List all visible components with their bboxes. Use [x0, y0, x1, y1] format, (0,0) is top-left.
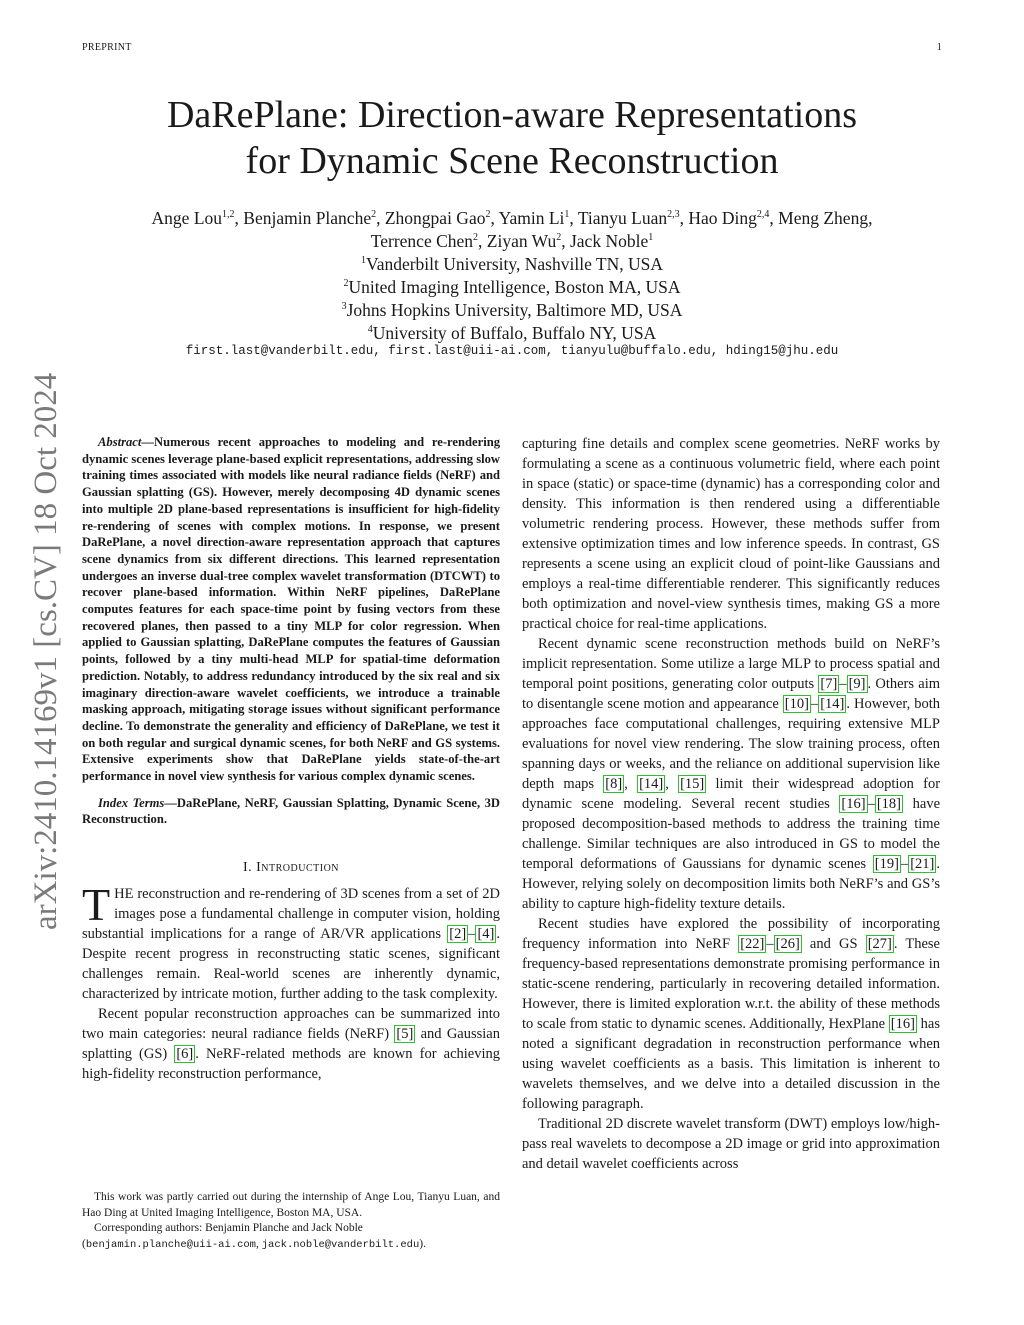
affiliation	[80, 253, 944, 276]
citation-link[interactable]: [16]	[841, 796, 866, 812]
abstract-label: Abstract	[98, 435, 142, 449]
drop-cap: T	[82, 879, 111, 931]
paragraph-text: reconstruction and re-rendering of 3D scenes from a set of 2D images pose a fundamental challenge in computer vision, holding substantial implications for a range of AR/VR applications	[82, 886, 500, 943]
footnote-emails	[82, 1237, 500, 1254]
citation-dash: –	[468, 926, 476, 943]
right-paragraph-2	[522, 634, 940, 914]
author-name: Jack Noble	[569, 231, 649, 251]
paragraph-text: and Gaussian splatting (GS)	[82, 1026, 500, 1063]
email-link[interactable]: benjamin.planche@uii-ai.com	[85, 1238, 256, 1251]
index-terms-text: —DaRePlane, NeRF, Gaussian Splatting, Dynamic Scene, 3D Reconstruction.	[82, 795, 500, 827]
citation-link[interactable]: [7]	[820, 676, 838, 692]
author-name: Meng Zheng,	[778, 208, 873, 228]
index-terms	[82, 795, 500, 828]
paragraph-text: has noted a significant degradation in reconstruction performance when using wavelet coefficients as a basis. This limitation is inherent to wavelets themselves, and we delve into a detailed discussion in the following paragraph.	[522, 1016, 940, 1112]
citation-link[interactable]: [16]	[890, 1016, 915, 1032]
citation-link[interactable]: [2]	[449, 926, 467, 943]
affiliation-text: University of Buffalo, Buffalo NY, USA	[372, 323, 657, 343]
title-line-1: DaRePlane: Direction-aware Representations	[166, 94, 858, 136]
author-sup: 2	[556, 232, 562, 244]
paren-close: ).	[419, 1237, 426, 1250]
paragraph-text: . Despite recent progress in reconstructing static scenes, significant challenges remain. Real-world scenes are inherently dynamic, characterized by intricate motion, further adding to the task complexity.	[82, 926, 500, 1003]
author-sup: 1	[648, 232, 654, 244]
paragraph-text: . However, relying solely on decomposition limits both NeRF’s and GS’s ability to capture high-fidelity texture details.	[522, 856, 940, 912]
citation-link[interactable]: [22]	[740, 936, 765, 952]
right-paragraph-4: Traditional 2D discrete wavelet transform (DWT) employs low/high-pass real wavelets to decompose a 2D image or grid into approximation and detail wavelet coefficients across	[522, 1116, 940, 1172]
paragraph-text: Recent studies have explored the possibility of incorporating frequency information into NeRF	[522, 916, 940, 952]
section-title: Introduction	[256, 860, 340, 876]
citation-link[interactable]: [4]	[477, 926, 495, 943]
citation-link[interactable]: [8]	[605, 776, 623, 792]
author-name: Tianyu Luan	[577, 208, 668, 228]
intro-paragraph-2	[82, 1004, 500, 1084]
citation-dash: –	[900, 856, 909, 872]
author-name: Ziyan Wu	[486, 231, 557, 251]
footnote-line-1: This work was partly carried out during the internship of Ange Lou, Tianyu Luan, and Hao Ding at United Imaging Intelligence, Boston MA, USA.	[82, 1191, 500, 1219]
paragraph-text: and GS	[801, 936, 866, 952]
running-header: PREPRINT	[82, 42, 132, 53]
paragraph-text: have proposed decomposition-based methods to address the training time challenge. Similar techniques are also introduced in GS to model the temporal deformations of Gaussians for dynamic scenes	[522, 796, 941, 872]
citation-link[interactable]: [5]	[396, 1026, 414, 1043]
footnote-line-2: Corresponding authors: Benjamin Planche and Jack Noble	[94, 1222, 363, 1234]
citation-dash: –	[810, 696, 819, 712]
author-name: Yamin Li	[498, 208, 565, 228]
author-block	[80, 207, 944, 345]
author-sup: 1	[564, 209, 570, 221]
affiliation	[80, 322, 944, 345]
author-sup: 1,2	[222, 209, 235, 221]
affiliation	[80, 276, 944, 299]
author-sup: 2,3	[667, 209, 680, 221]
abstract	[82, 434, 500, 785]
right-column	[522, 434, 940, 1174]
citation-link[interactable]: [26]	[775, 936, 800, 952]
citation-link[interactable]: [19]	[874, 856, 899, 872]
citation-link[interactable]: [14]	[820, 696, 845, 712]
affiliation-sup: 1	[361, 255, 366, 267]
paper-title	[80, 92, 944, 184]
index-terms-label: Index Terms	[98, 795, 165, 810]
arxiv-stamp: arXiv:2410.14169v1 [cs.CV] 18 Oct 2024	[28, 372, 64, 930]
citation-sep: ,	[624, 776, 638, 792]
affiliation-text: Johns Hopkins University, Baltimore MD, USA	[346, 300, 683, 320]
affiliation-text: United Imaging Intelligence, Boston MA, USA	[348, 277, 681, 297]
abstract-text: —Numerous recent approaches to modeling and re-rendering dynamic scenes leverage plane-based explicit representations, addressing slow training times associated with models like neural radiance fields (NeRF) and Gaussian splatting (GS). However, merely decomposing 4D dynamic scenes into multiple 2D plane-based representations is insufficient for high-fidelity re-rendering of scenes with complex motions. In response, we present DaRePlane, a novel direction-aware representation approach that captures scene dynamics from six different directions. This learned representation undergoes an inverse dual-tree complex wavelet transformation (DTCWT) to recover plane-based information. Within NeRF pipelines, DaRePlane computes features for each space-time point by fusing vectors from these recovered planes, then passed to a tiny MLP for color regression. When applied to Gaussian splatting, DaRePlane computes the features of Gaussian points, followed by a tiny multi-head MLP for spatial-time deformation prediction. Notably, to address redundancy introduced by the six real and six imaginary direction-aware wavelet coefficients, we introduce a trainable masking approach, mitigating storage issues without significant performance decline. To demonstrate the generality and efficiency of DaRePlane, we test it on both regular and surgical dynamic scenes, for both NeRF and GS systems. Extensive experiments show that DaRePlane yields state-of-the-art performance in novel view synthesis for various complex dynamic scenes.	[82, 435, 500, 784]
citation-link[interactable]: [21]	[910, 856, 935, 872]
author-line: Terrence Chen$^2$, Ziyan Wu$^2$, Jack Noble$^1$	[370, 231, 654, 251]
page-number: 1	[936, 42, 942, 53]
affiliation	[80, 299, 944, 322]
citation-link[interactable]: [15]	[680, 776, 705, 792]
author-sup: 2	[485, 209, 491, 221]
section-number: I.	[242, 860, 253, 876]
left-column	[82, 434, 500, 1084]
citation-dash: –	[867, 796, 875, 812]
paragraph-text: Recent popular reconstruction approaches can be summarized into two main categories: neural radiance fields (NeRF)	[82, 1006, 500, 1043]
citation-link[interactable]: [9]	[848, 676, 866, 692]
citation-link[interactable]: [14]	[639, 776, 664, 792]
intro-paragraph-1	[82, 879, 500, 1004]
author-name: Zhongpai Gao	[384, 208, 486, 228]
email-link[interactable]: jack.noble@vanderbilt.edu	[261, 1238, 420, 1251]
citation-sep: ,	[665, 776, 679, 792]
right-paragraph-3	[522, 914, 940, 1114]
paren-open: (	[82, 1237, 86, 1250]
title-line-2: for Dynamic Scene Reconstruction	[245, 140, 779, 182]
author-line: Ange Lou$^{1,2}$, Benjamin Planche$^2$, Zhongpai Gao$^2$, Yamin Li$^1$, Tianyu Luan$^{2,3}$, Hao Ding$^{2,4}$, Meng Zheng,	[151, 208, 873, 228]
author-name: Terrence Chen	[370, 231, 474, 251]
citation-link[interactable]: [18]	[876, 796, 902, 812]
right-paragraph-1: capturing fine details and complex scene geometries. NeRF works by formulating a scene as a continuous volumetric field, where each point in space (static) or space-time (dynamic) has a corresponding color and density. This information is then rendered using a differentiable volumetric rendering process. However, these methods suffer from extensive optimization times and low inference speeds. In contrast, GS represents a scene using an explicit cloud of point-like Gaussians and employs a real-time differentiable renderer. This significantly reduces both optimization and novel-view synthesis times, making GS a more practical choice for real-time applications.	[522, 436, 940, 632]
citation-dash: –	[766, 936, 774, 952]
citation-dash: –	[839, 676, 847, 692]
paragraph-text: limit their widespread adoption for dynamic scene modeling. Several recent studies	[522, 776, 941, 812]
affiliation-sup: 3	[341, 301, 347, 313]
affiliation-sup: 2	[343, 278, 349, 290]
author-emails: first.last@vanderbilt.edu, first.last@uii-ai.com, tianyulu@buffalo.edu, hding15@jhu.edu	[185, 344, 839, 358]
paragraph-text: . NeRF-related methods are known for achieving high-fidelity reconstruction performance,	[82, 1046, 500, 1083]
author-name: Benjamin Planche	[243, 208, 372, 228]
paragraph-text: . These frequency-based representations demonstrate promising performance in static-scene rendering, particularly in recovering detailed information. However, there is limited exploration w.r.t. the ability of these methods to scale from static to dynamic scenes. Additionally, HexPlane	[522, 936, 940, 1032]
first-word: HE	[114, 886, 134, 903]
citation-link[interactable]: [27]	[867, 936, 892, 952]
paragraph-text: Recent dynamic scene reconstruction methods build on NeRF’s implicit representation. Some utilize a large MLP to process spatial and temporal point positions, generating color outputs	[522, 636, 940, 692]
email-separator: ,	[255, 1237, 262, 1250]
section-heading	[82, 858, 500, 878]
affiliation-text: Vanderbilt University, Nashville TN, USA	[366, 254, 663, 274]
citation-link[interactable]: [6]	[176, 1046, 194, 1063]
author-sup: 2	[371, 209, 377, 221]
author-name: Ange Lou	[151, 208, 223, 228]
footnote	[82, 1190, 500, 1253]
author-sup: 2,4	[756, 209, 770, 221]
author-sup: 2	[473, 232, 479, 244]
paragraph-text: . Others aim to disentangle scene motion and appearance	[522, 676, 941, 712]
affiliation-sup: 4	[367, 324, 373, 336]
author-name: Hao Ding	[688, 208, 757, 228]
citation-link[interactable]: [10]	[784, 696, 809, 712]
paragraph-text: . However, both approaches face computational challenges, requiring extensive MLP evaluations for novel view rendering. The slow training process, often spanning days or weeks, and the reliance on additional supervision like depth maps	[522, 696, 941, 792]
